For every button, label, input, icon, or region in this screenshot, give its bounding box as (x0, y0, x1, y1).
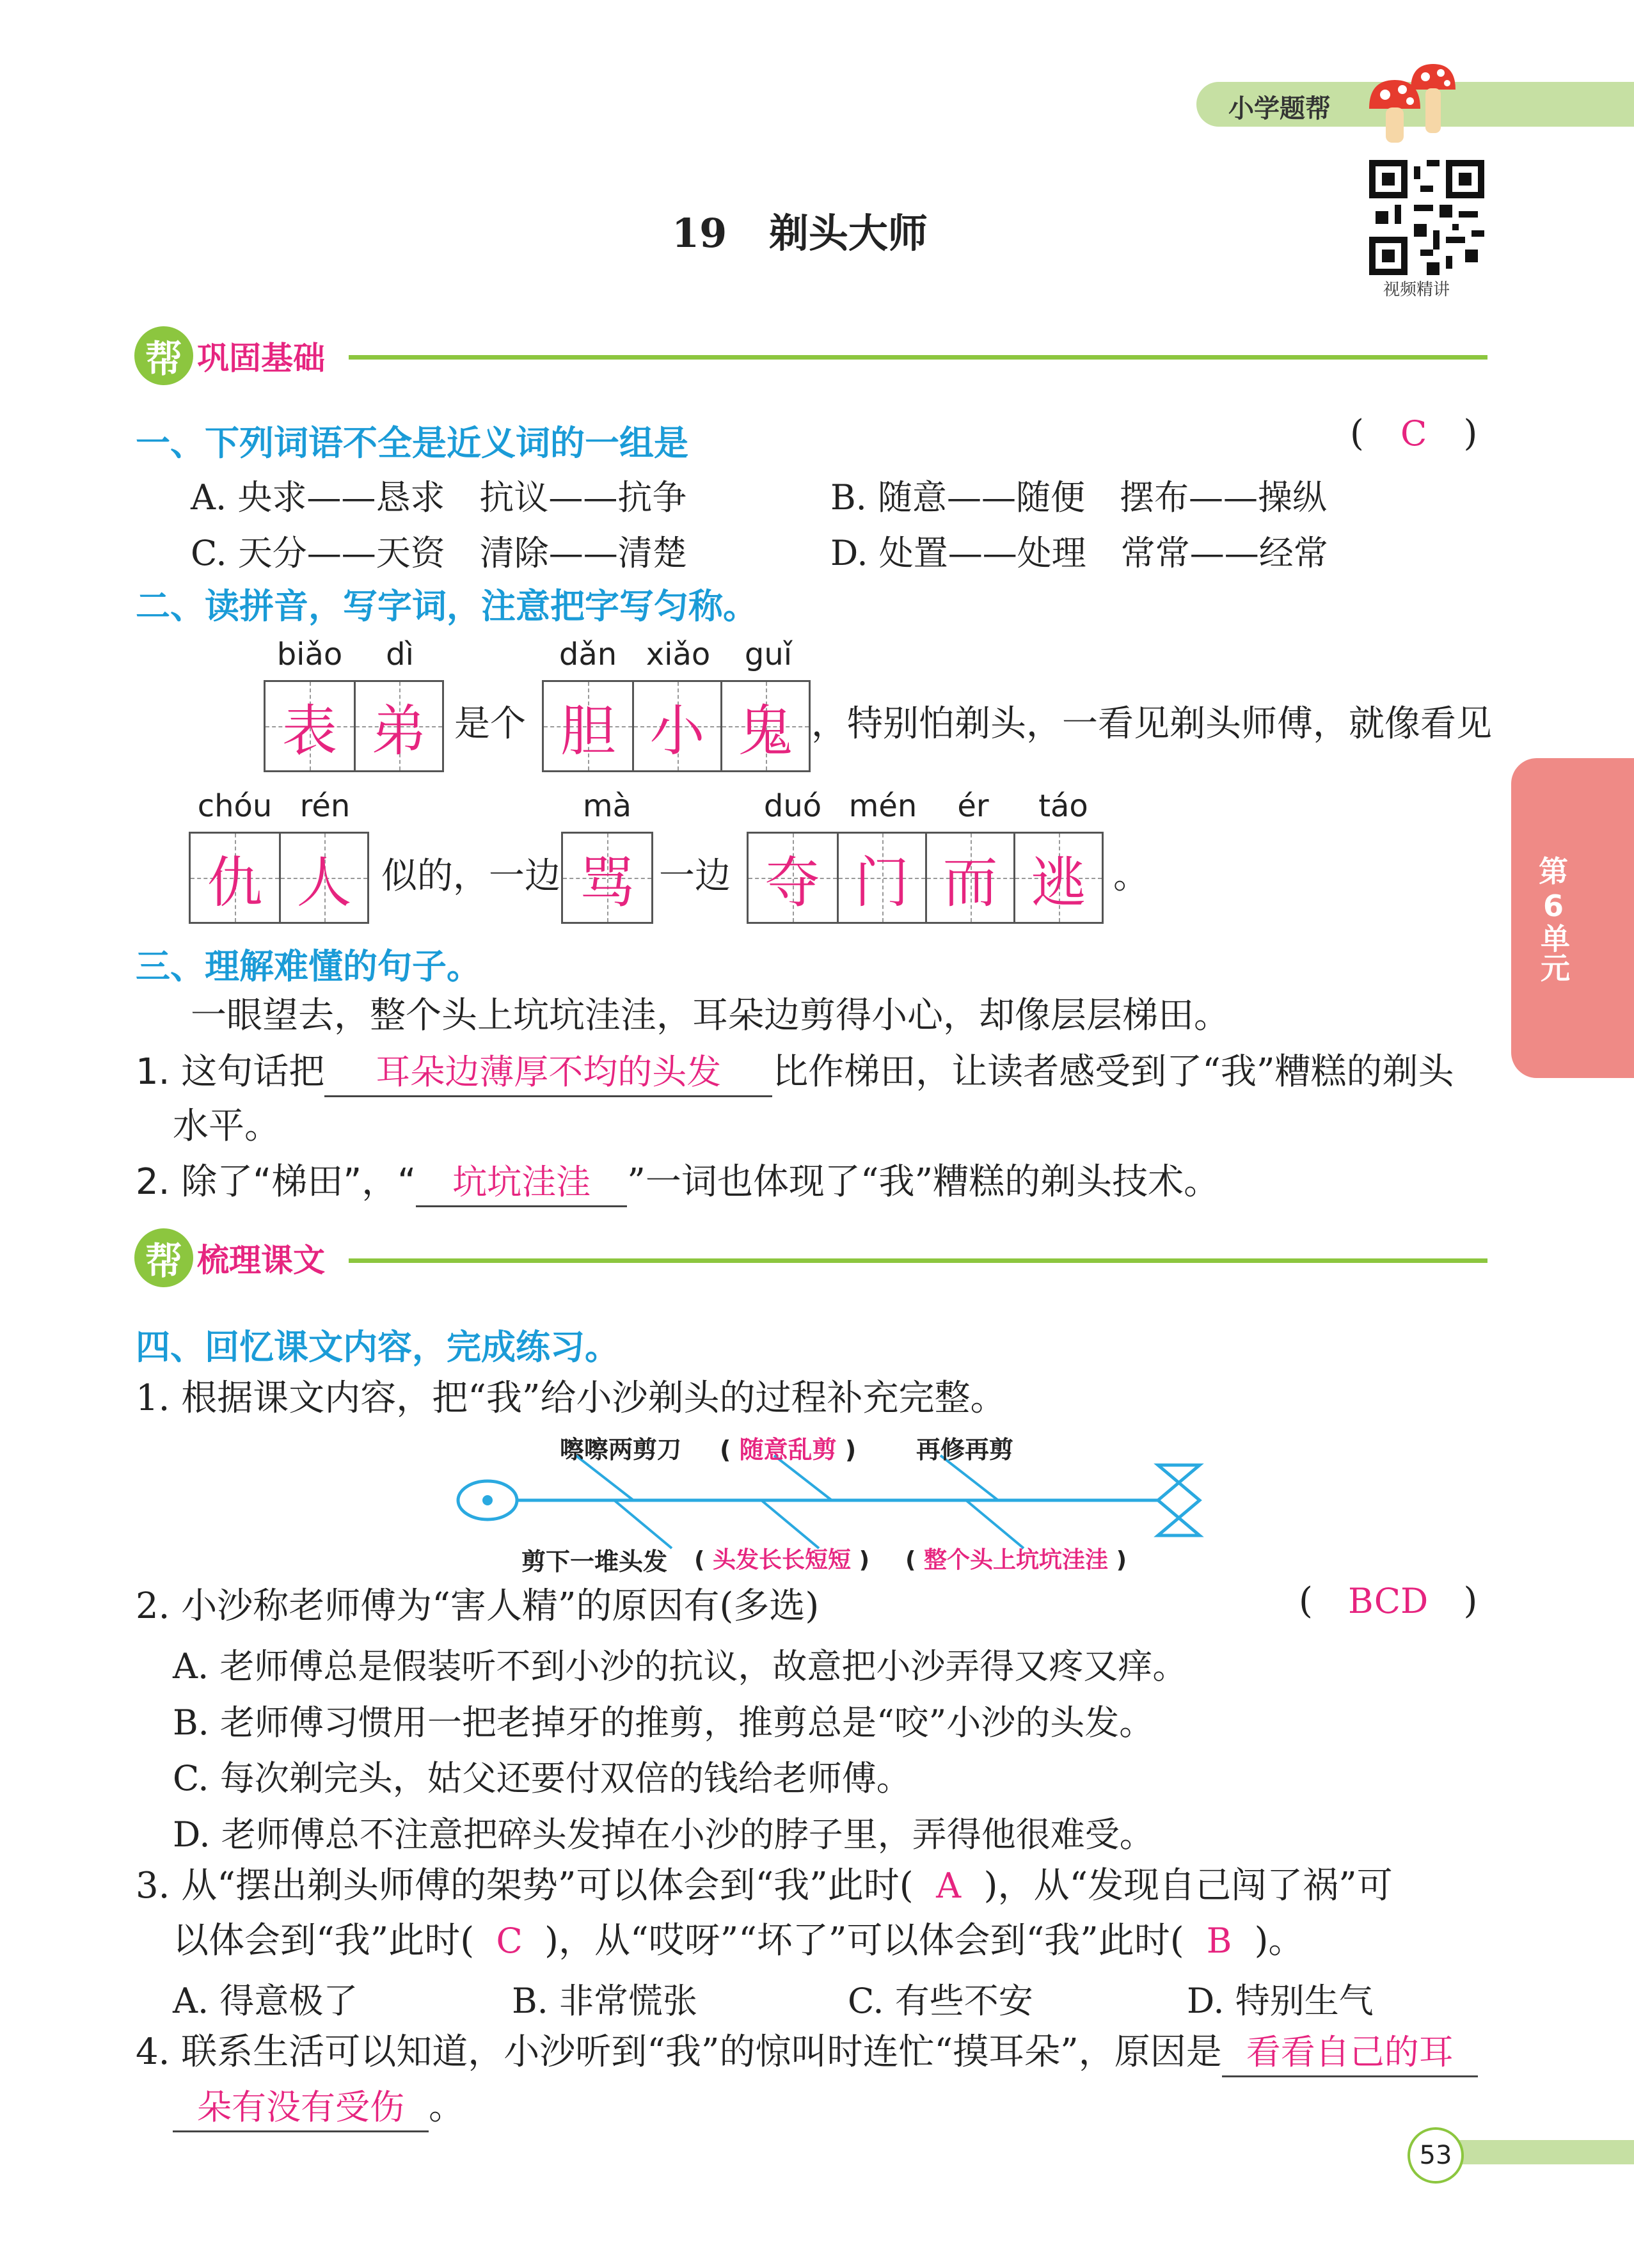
fishbone-top-2 (720, 1430, 856, 1465)
section-divider (349, 355, 1487, 360)
q3-sentence: 一眼望去，整个头上坑坑洼洼，耳朵边剪得小心，却像层层梯田。 (191, 995, 1230, 1036)
q4-item3-answer1: A (936, 1866, 962, 1906)
q4-item3-answer3: B (1206, 1921, 1232, 1961)
q4-item2-option-a: A. 老师傅总是假装听不到小沙的抗议，故意把小沙弄得又疼又痒。 (173, 1646, 1187, 1686)
q1-option-b: B. 随意——随便 摆布——操纵 (830, 477, 1328, 518)
mushroom-logo-icon (1344, 51, 1459, 147)
pinyin: guǐ (744, 637, 793, 672)
q4-item4-prefix: 4. 联系生活可以知道，小沙听到“我”的惊叫时连忙“摸耳朵”，原因是 (136, 2031, 1222, 2073)
fishbone-bottom-2 (694, 1542, 869, 1574)
tianzige-cell[interactable] (837, 834, 925, 922)
q3-item1 (136, 1049, 1454, 1097)
fishbone-top-1: 嚓嚓两剪刀 (560, 1436, 682, 1464)
tianzige-grid (189, 832, 369, 924)
q2-row1-text1: 是个 (454, 703, 526, 745)
q4-item3-text4: )，从“哎呀”“坏了”可以体会到“我”此时( (544, 1920, 1184, 1962)
paren-close: ) (859, 1547, 870, 1573)
q1-heading: 一、下列词语不全是近义词的一组是 (136, 423, 688, 463)
paren-open: ( (1299, 1580, 1313, 1622)
page-title (672, 202, 928, 258)
q4-item4-blank[interactable] (1222, 2029, 1478, 2077)
paren-open: ( (720, 1436, 731, 1464)
q2-row1-text2: ，特别怕剃头，一看见剃头师傅，就像看见 (811, 703, 1492, 745)
fishbone-top-2-answer: 随意乱剪 (739, 1436, 837, 1464)
q2-row2-text2: 一边 (659, 855, 731, 897)
q4-item3-option-a: A. 得意极了 (173, 1981, 358, 2021)
fish-tail-icon (1158, 1465, 1200, 1535)
pinyin: xiǎo (646, 637, 711, 672)
q3-item1-continued: 水平。 (173, 1106, 280, 1147)
pinyin: biǎo (276, 637, 343, 672)
pinyin: ér (957, 788, 989, 824)
answer-char: 骂 (580, 851, 635, 915)
q4-item2-option-b: B. 老师傅习惯用一把老掉牙的推剪，推剪总是“咬”小沙的头发。 (173, 1702, 1154, 1743)
tianzige-cell[interactable] (720, 682, 809, 770)
q4-item3-option-c: C. 有些不安 (848, 1981, 1033, 2021)
answer-char: 人 (296, 851, 352, 915)
q3-item1-answer: 耳朵边薄厚不均的头发 (376, 1052, 722, 1092)
q4-item4-answer2: 朵有没有受伤 (197, 2087, 404, 2127)
tianzige-cell[interactable] (563, 834, 651, 922)
fishbone-bottom-3-answer: 整个头上坑坑洼洼 (924, 1547, 1109, 1573)
section-badge-icon: 帮 (134, 1228, 193, 1287)
tianzige-cell[interactable] (266, 682, 354, 770)
tianzige-grid (561, 832, 653, 924)
q4-item1: 1. 根据课文内容，把“我”给小沙剃头的过程补充完整。 (136, 1377, 1006, 1419)
paren-close: ) (1463, 1580, 1478, 1622)
q4-heading: 四、回忆课文内容，完成练习。 (136, 1327, 619, 1367)
pinyin: mà (582, 788, 632, 824)
answer-char: 表 (282, 699, 337, 763)
fishbone-top-3: 再修再剪 (916, 1436, 1014, 1464)
paren-close: ) (1116, 1547, 1127, 1573)
unit-tab-number: 6 (1543, 889, 1564, 923)
section-review-text (134, 1228, 325, 1287)
q3-item2-suffix: ”一词也体现了“我”糟糕的剃头技术。 (627, 1161, 1220, 1203)
pinyin: dǎn (559, 637, 617, 672)
section-consolidate-basics (134, 326, 325, 385)
answer-char: 弟 (371, 699, 427, 763)
q1-option-c: C. 天分——天资 清除——清楚 (191, 533, 687, 573)
section-label: 梳理课文 (197, 1242, 325, 1279)
pinyin: rén (299, 788, 351, 824)
q4-item2-option-c: C. 每次剃完头，姑父还要付双倍的钱给老师傅。 (173, 1758, 911, 1798)
fishbone-bottom-1: 剪下一堆头发 (521, 1548, 668, 1576)
answer-char: 鬼 (738, 699, 793, 763)
q3-item2 (136, 1159, 1219, 1207)
q4-item3-text1: 3. 从“摆出剃头师傅的架势”可以体会到“我”此时( (136, 1865, 914, 1907)
answer-char: 逃 (1031, 851, 1086, 915)
title-number: 19 (672, 210, 727, 257)
answer-char: 夺 (765, 851, 820, 915)
paren-open: ( (905, 1547, 916, 1573)
q4-item4-answer1: 看看自己的耳 (1246, 2032, 1454, 2072)
unit-tab-label-bottom: 单元 (1536, 923, 1571, 982)
answer-char: 胆 (560, 699, 615, 763)
tianzige-cell[interactable] (925, 834, 1013, 922)
q4-item3-text5: )。 (1254, 1920, 1305, 1962)
answer-char: 小 (649, 699, 705, 763)
q3-item1-prefix: 1. 这句话把 (136, 1051, 325, 1093)
q4-item2-answer: BCD (1348, 1581, 1429, 1621)
unit-side-tab (1511, 758, 1634, 1078)
q4-item3-answer2: C (496, 1921, 523, 1961)
q3-heading: 三、理解难懂的句子。 (136, 946, 481, 987)
q3-item1-suffix: 比作梯田，让读者感受到了“我”糟糕的剃头 (772, 1051, 1454, 1093)
page-number: 53 (1408, 2127, 1464, 2184)
pinyin: chóu (197, 788, 273, 824)
q2-heading: 二、读拼音，写字词，注意把字写匀称。 (136, 586, 758, 626)
q4-item3-option-d: D. 特别生气 (1187, 1981, 1374, 2021)
fishbone-bottom-2-answer: 头发长长短短 (713, 1547, 852, 1573)
paren-open: ( (694, 1547, 705, 1573)
unit-tab-label-top: 第 (1539, 854, 1568, 889)
answer-char: 而 (942, 851, 998, 915)
tianzige-cell[interactable] (544, 682, 632, 770)
q4-item4-blank-cont[interactable] (173, 2084, 429, 2132)
fishbone-bottom-3 (905, 1542, 1127, 1574)
q4-item2-answer-bracket (1299, 1580, 1477, 1622)
q1-answer-bracket (1350, 413, 1477, 454)
q3-item1-blank[interactable] (324, 1049, 772, 1097)
q4-item3-text3: 以体会到“我”此时( (173, 1920, 475, 1962)
q1-option-a: A. 央求——恳求 抗议——抗争 (191, 477, 687, 518)
q3-item2-prefix: 2. 除了“梯田”，“ (136, 1161, 416, 1203)
q4-item2-option-d: D. 老师傅总不注意把碎头发掉在小沙的脖子里，弄得他很难受。 (173, 1814, 1154, 1855)
q1-paren-open: ( (1350, 413, 1364, 454)
brand-label: 小学题帮 (1228, 94, 1331, 123)
pinyin: duó (763, 788, 822, 824)
q1-paren-close: ) (1463, 413, 1478, 454)
answer-char: 仇 (207, 851, 262, 915)
q1-answer: C (1400, 413, 1427, 454)
pinyin: dì (386, 637, 414, 672)
tianzige-grid (747, 832, 1104, 924)
q2-row2-text1: 似的，一边 (381, 855, 560, 897)
q3-item2-answer: 坑坑洼洼 (452, 1162, 591, 1202)
pinyin: mén (848, 788, 917, 824)
title-text: 剃头大师 (768, 210, 928, 257)
tianzige-cell[interactable] (749, 834, 837, 922)
footer-bar (1452, 2140, 1634, 2164)
section-badge-icon: 帮 (134, 326, 193, 385)
q3-item2-blank[interactable] (416, 1159, 627, 1207)
q4-item3-text2: )，从“发现自己闯了祸”可 (983, 1865, 1393, 1907)
q4-item4-line2 (173, 2084, 464, 2132)
tianzige-cell[interactable] (279, 834, 367, 922)
q1-option-d: D. 处置——处理 常常——经常 (830, 533, 1328, 573)
section-label: 巩固基础 (197, 340, 325, 377)
tianzige-cell[interactable] (632, 682, 720, 770)
q4-item2: 2. 小沙称老师傅为“害人精”的原因有(多选) (136, 1585, 820, 1627)
qr-code-icon (1369, 160, 1484, 275)
q4-item4-suffix: 。 (429, 2086, 464, 2128)
q4-item3-line2 (173, 1918, 1304, 1964)
tianzige-grid (264, 680, 444, 772)
answer-char: 门 (854, 851, 910, 915)
qr-caption: 视频精讲 (1383, 280, 1450, 299)
tianzige-grid (542, 680, 811, 772)
tianzige-cell[interactable] (1013, 834, 1102, 922)
q2-row2-text3: 。 (1113, 855, 1149, 897)
q4-item3-line1 (136, 1863, 1393, 1909)
q4-item4-line1 (136, 2029, 1478, 2077)
pinyin: táo (1038, 788, 1088, 824)
paren-close: ) (845, 1436, 857, 1464)
tianzige-cell[interactable] (191, 834, 279, 922)
q4-item3-option-b: B. 非常慌张 (512, 1981, 698, 2021)
tianzige-cell[interactable] (354, 682, 442, 770)
section-divider (349, 1258, 1487, 1263)
